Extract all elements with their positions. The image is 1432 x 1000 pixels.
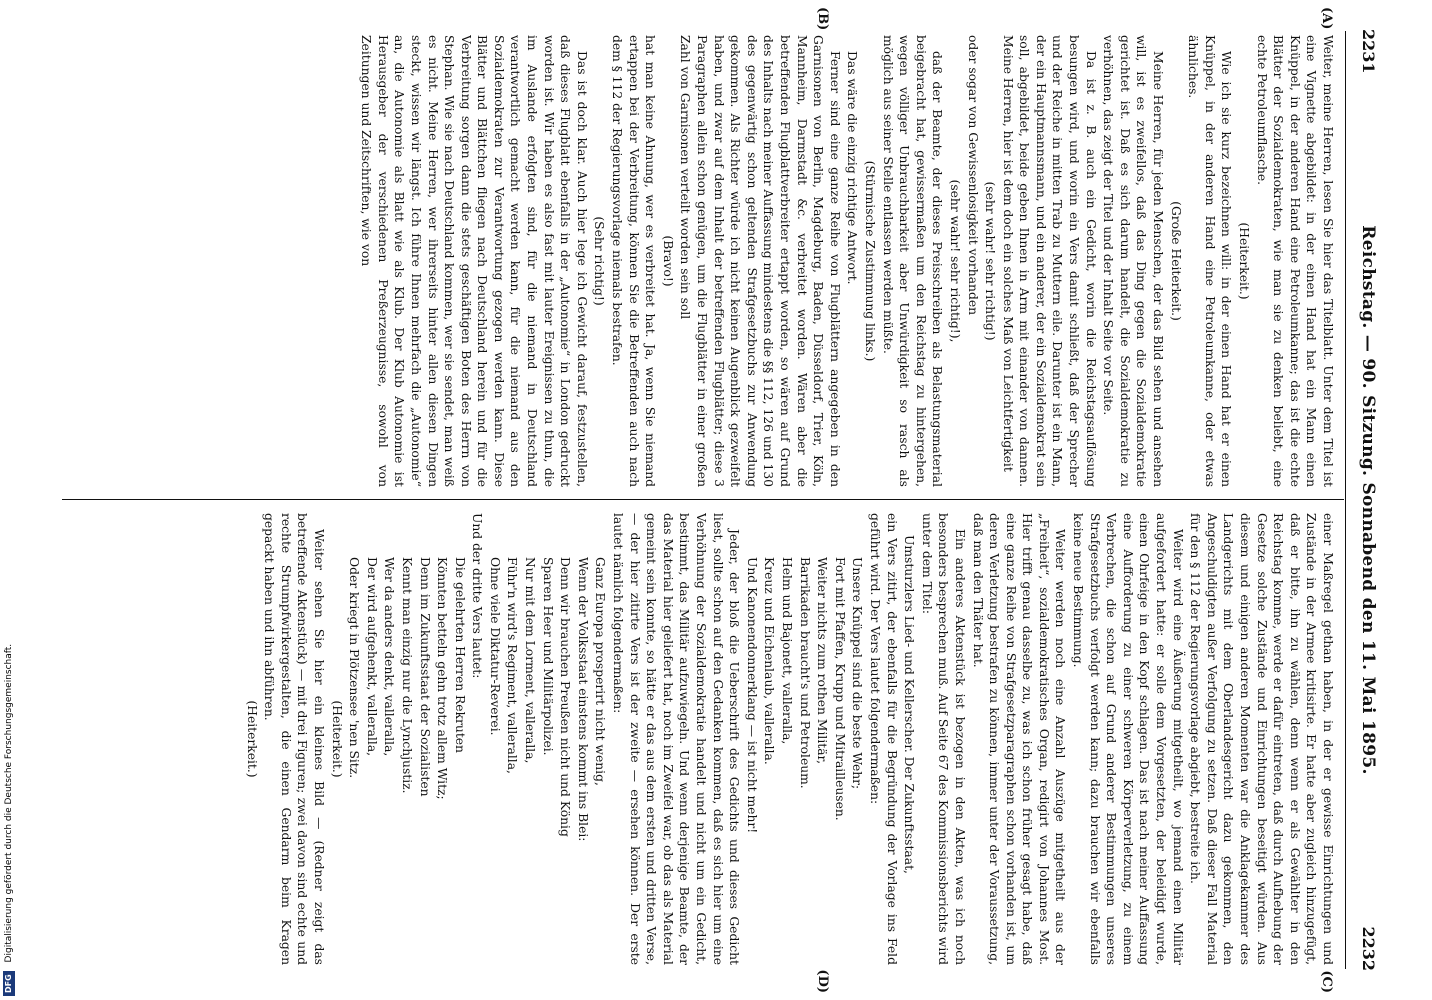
right-column-paragraph: Unsere Knüppel sind die beste Wehr; xyxy=(850,557,865,790)
right-column-paragraph: Nur mit dem Lorment, valleralla, xyxy=(523,557,538,764)
right-column-paragraph: Ein anderes Aktenstück ist bezogen in den Akten, was ich noch besonders besprechen muß. Auf Seite 67 des Kommissionsberichts wird unter dem Titel: xyxy=(919,513,967,965)
right-column-paragraph: Der wird aufgehenkt, valleralla, xyxy=(364,557,379,757)
column-divider xyxy=(62,499,1344,500)
left-column-paragraph: hat man keine Ahnung, wer es verbreitet hat. Ja, wenn Sie niemand ertappen bei der Verbreitung, können Sie die Betreffenden auch nach dem § 112 der Regierungsvorlage niemals bestrafen. xyxy=(610,35,658,487)
right-column-paragraph: Fort mit Pfaffen, Krupp und Mitrailleusen. xyxy=(832,557,847,821)
left-column-paragraph: daß der Beamte, der dieses Preisschreiben als Belastungsmaterial beigebracht hat, gewissermaßen um den Reichstag zu hintergehen, wegen völliger Unbrauchbarkeit aber Unwürdigkeit so rasch als möglich aus seiner Stelle entlassen werden müßte. xyxy=(880,35,945,487)
right-column-paragraph: Wenn der Volksstaat einstens kommt ins Blei: xyxy=(575,557,590,842)
right-column-paragraph: Barrikaden braucht's und Petroleum. xyxy=(797,557,812,789)
left-column-paragraph: oder sogar von Gewissenlosigkeit vorhanden xyxy=(965,35,980,316)
right-column-paragraph: Weiter sehen Sie hier ein kleines Bild — (Redner zeigt das betreffende Aktenstück) — mit drei Figuren; zwei davon sind echte und rechte Strumpfwirkergestalten, die einen Gendarm beim Kragen gepackt haben und ihn abführen. xyxy=(262,513,326,965)
right-column-paragraph: Ganz Europa prosperirt nicht wenig, xyxy=(593,557,608,786)
margin-letter-d: (D) xyxy=(815,969,830,993)
right-column-paragraph: Oder kriegt in Plötzensee 'nen Sitz. xyxy=(347,557,362,779)
document-page xyxy=(46,7,1386,993)
left-column-paragraph: (Stürmische Zustimmung links.) xyxy=(862,160,877,362)
left-column-paragraph: Ferner sind eine ganze Reihe von Flugblättern angegeben in den Garnisonen von Berlin, Magdeburg, Baden, Düsseldorf, Trier, Köln, Mannheim, Darmstadt &c. verbreitet worden. Wären aber die betreffenden Flugblattverbreiter ertappt worden, so wären auf Grund des Inhalts nach meiner Auffassung mindestens die §§ 112, 126 und 130 des gegenwärtig schon geltenden Strafgesetzbuchs zur Anwendung gekommen. Als Richter würde ich nicht keinen Augenblick gezweifelt haben, und zwar auf dem Inhalt der betreffenden Flugblätter; diese 3 Paragraphen allein schon genügen, um die Flugblätter in einer großen Zahl von Garnisonen verteilt worden sein soll xyxy=(678,35,842,487)
left-column-paragraph: (sehr wahr! sehr richtig!), xyxy=(947,179,962,343)
right-column-paragraph: ein Vers zitirt, der ebenfalls für die Begründung der Vorlage ins Feld geführt wird. Der Vers lautet folgendermaßen: xyxy=(867,513,899,965)
left-column-paragraph: Weiter, meine Herren, lesen Sie hier das Titelblatt. Unter dem Titel ist eine Vignette abgebildet: in der einen Hand hat ein Mann einen Knüppel, in der anderen Hand eine Petroleumkanne; das ist die echte Blätter der Sozialdemokraten, wie man sie zu denken beliebt, eine echte Petroleumflasche. xyxy=(1254,35,1335,487)
right-column-paragraph: Denn im Zukunftsstaat der Sozialisten xyxy=(417,557,432,797)
left-column-paragraph: Meine Herren, für jeden Menschen, der das Bild sehen und ansehen will, ist es zweifellos, daß das Ding gegen die Sozialdemokratie gerichtet ist. Daß es sich darum handelt, die Sozialdemokratie zu verhöhnen, das zeigt der Titel und der Inhalt Seite vor Seite. xyxy=(1101,35,1166,487)
right-column-paragraph: Wer da anders denkt, valleralla, xyxy=(382,557,397,757)
right-column-paragraph: einer Maßregel gethan haben, in der er gewisse Einrichtungen und Zustände in der Armee kritisirte. Er hatte aber zugleich hinzugefügt, daß er bitte, ihn zu wählen, denn wenn er als Gewählter in den Reichstag komme, werde er dafür eintreten, daß durch Aufhebung der Gesetze solche Zustände und Einrichtungen beseitigt würden. Aus diesem und einigen anderen Momenten war die Anklagekammer des Landgerichts mit dem Oberlandesgericht dazu gekommen, den Angeschuldigten außer Verfolgung zu setzen. Daß dieser Fall Material für den § 112 der Regierungsvorlage abgiebt, bestreite ich. xyxy=(1188,513,1335,965)
left-column-paragraph: Wie ich sie kurz bezeichnen will: in der einen Hand hat er einen Knüppel, in der anderen Hand eine Petroleumkanne, oder etwas ähnliches. xyxy=(1186,35,1234,487)
right-column-paragraph: (Heiterkeit.) xyxy=(329,700,344,778)
margin-letter-b: (B) xyxy=(815,7,830,31)
right-column-paragraph: Weiter nichts zum rothen Militär, xyxy=(815,557,830,764)
right-column-paragraph: Weiter wird eine Äußerung mitgetheilt, wo jemand einen Militär aufgefordert hatte: er solle dem Vorgesetzten, der beleidigt wurde, einen Ohrfeige in den Kopf schlagen. Das ist nach meiner Auffassung eine Aufforderung zu einer schweren Körperverletzung, zu einem Verbrechen, die schon auf Grund anderer Bestimmungen unseres Strafgesetzbuchs verfolgt werden kann; dazu brauchen wir ebenfalls keine neue Bestimmung. xyxy=(1071,513,1185,965)
right-column-paragraph: Ohne viele Diktatur-Reverei. xyxy=(487,557,502,736)
right-column-paragraph: Umsturzlers Lied- und Kellerscher. Der Zukunftsstaat, xyxy=(902,535,917,874)
left-column-paragraph: Das ist doch klar. Auch hier lege ich Gewicht darauf, festzustellen, daß dieses Flugblatt ebenfalls in der „Autonomie“ in London gedruckt worden ist. Wir haben es also fast mit lauter Ereignissen zu thun, die im Auslande erfolgten sind, für die niemand in Deutschland verantwortlich gemacht werden kann, für die niemand aus den Sozialdemokraten zur Verantwortung gezogen werden kann. Diese Blätter und Blättchen fliegen nach Deutschland herein und für die Verbreitung sorgen dann die stets geschäftigen Boten des Herrn von Stephan. Wie sie nach Deutschland kommen, wer sie sendet, man weiß es nicht. Meine Herren, wer ihrerseits hinter allen diesen Dingen steckt, wissen wir längst. Ich führe Ihnen mehrfach die „Autonomie“ an, die Autonomie als Blatt wie als Klub. Der Klub Autonomie ist Herausgeber der verschiedenen Preßerzeugnisse, sowohl von Zeitungen und Zeitschriften, wie von xyxy=(359,35,589,487)
page-header xyxy=(1352,25,1378,975)
right-column-paragraph: Kennt man einzig nur die Lynchjustiz. xyxy=(399,557,414,794)
right-column-paragraph: Weiter werden noch eine Anzahl Auszüge mitgetheilt aus der „Freiheit“, sozialdemokratisches Organ, redigirt von Johannes Most. Hier trifft genau dasselbe zu, was ich schon früher gesagt habe, daß eine ganze Reihe von Strafgesetzparagraphen schon vorhanden ist, um deren Verletzung bestrafen zu können, immer unter der Voraussetzung, daß man den Thäter hat. xyxy=(970,513,1068,965)
page-number-left: 2231 xyxy=(1359,29,1378,74)
right-column-paragraph: Könnten betteln gehn trotz allem Witz; xyxy=(435,557,450,800)
header-rule xyxy=(1345,31,1346,969)
right-column-paragraph: Führ'n wird's Regiment, valleralla, xyxy=(505,557,520,774)
text-column-left xyxy=(62,35,1336,487)
page-number-right: 2232 xyxy=(1359,926,1378,971)
running-title: Reichstag. — 90. Sitzung. Sonnabend den 11. Mai 1895. xyxy=(1358,225,1378,775)
left-column-paragraph: (Große Heiterkeit.) xyxy=(1168,201,1183,321)
digitization-credit xyxy=(2,396,18,996)
right-column-paragraph: Jeder, der bloß die Ueberschrift des Gedichts und dieses Gedicht liest, sollte schon auf den Gedanken kommen, daß es sich hier um eine Verhöhnung der Sozialdemokratie handelt und nicht um ein Gedicht, bestimmt, das Militär aufzuwiegeln. Und wenn derjenige Beamte, der das Material hier geliefert hat, noch im Zweifel war, ob das als Material gemeint sein konnte, so hätte er das aus dem ersten und dritten Verse, — der hier zitirte Vers ist der zweite — ersehen können. Der erste lautet nämlich folgendermaßen: xyxy=(611,513,742,965)
left-column-paragraph: Das wäre die einzig richtige Antwort. xyxy=(845,51,860,285)
left-column-paragraph: (sehr wahr! sehr richtig!) xyxy=(983,181,998,341)
dfg-logo: DFG xyxy=(3,971,15,996)
text-column-right xyxy=(62,513,1336,965)
right-column-paragraph: (Heiterkeit.) xyxy=(244,700,259,778)
credit-text: Digitalisierung gefördert durch die Deutsche Forschungsgemeinschaft. xyxy=(4,643,14,963)
right-column-paragraph: Denn wir brauchen Preußen nicht und König xyxy=(558,557,573,837)
left-column-paragraph: Da ist z. B. auch ein Gedicht, worin die Reichstagsauflösung besungen wird, und worin ein Vers damit schließt, daß der Sprecher und der Reiche in mitten Trab zu Muttern eile. Darunter ist ein Mann, der ein Hauptmannsmann, und ein anderer, der ein Sozialdemokrat sein soll, abgebildet, beide geben Ihnen in Arm mit einander von dannen. Meine Herren, hier ist dem doch ein solches Maß von Leichtfertigkeit xyxy=(1000,35,1098,487)
right-column-paragraph: Sparen Heer und Militärpolizei. xyxy=(540,557,555,756)
left-column-paragraph: (Heiterkeit.) xyxy=(1237,222,1252,300)
margin-letter-c: (C) xyxy=(1319,970,1334,993)
right-column-paragraph: Helm und Bajonett, valleralla, xyxy=(780,557,794,745)
right-column-paragraph: Die gelehrten Herren Rekruten xyxy=(452,557,467,753)
margin-letter-a: (A) xyxy=(1319,7,1334,30)
left-column-paragraph: (Sehr richtig!) xyxy=(592,216,607,306)
right-column-paragraph: Kreuz und Eichenlaub, valleralla. xyxy=(762,557,777,765)
left-column-paragraph: (Bravo!) xyxy=(660,235,675,287)
right-column-paragraph: Und der dritte Vers lautet: xyxy=(470,513,485,679)
right-column-paragraph: Und Kanonendonnerklang — ist nicht mehr! xyxy=(744,557,759,834)
